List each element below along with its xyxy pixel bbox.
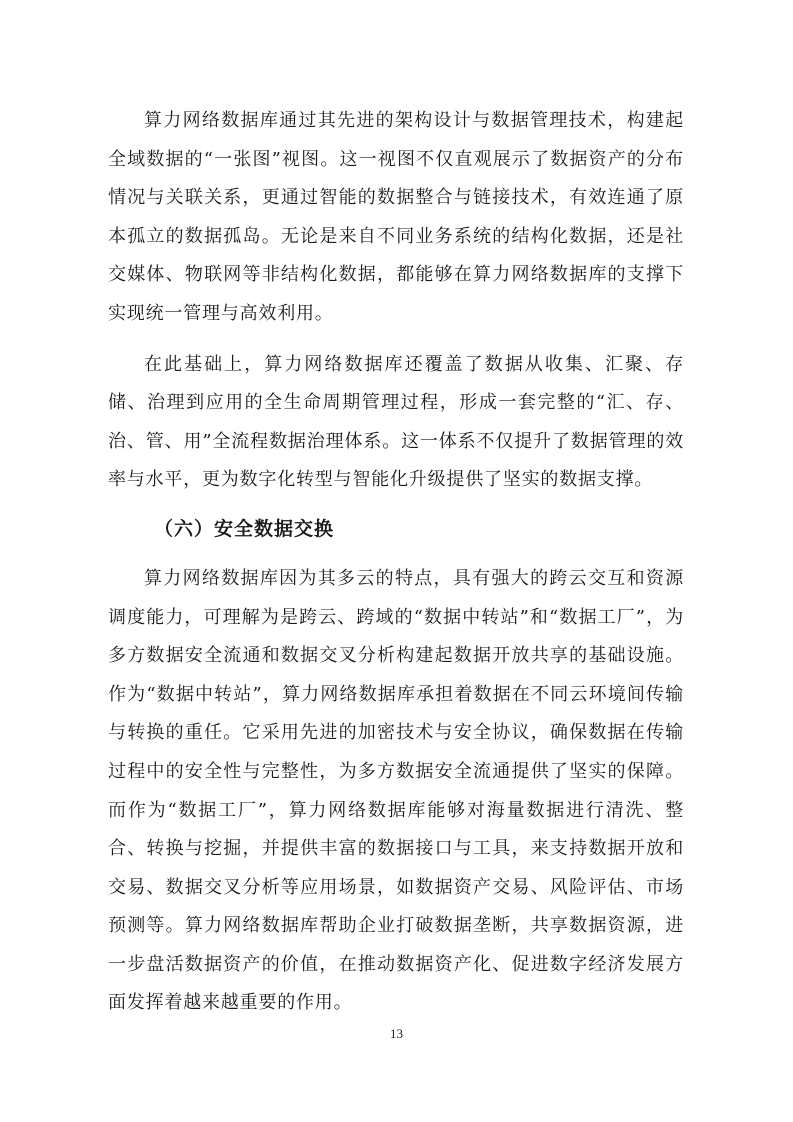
section-heading: （六）安全数据交换 bbox=[154, 517, 335, 540]
paragraph-data-map: 算力网络数据库通过其先进的架构设计与数据管理技术，构建起全域数据的“一张图”视图。这一视图不仅直观展示了数据资产的分布情况与关联关系，更通过智能的数据整合与链接技术，有效连通了原本孤立的数据孤岛。无论是来自不同业务系统的结构化数据，还是社交媒体、物联网等非结构化数据，都能够在算力网络数据库的支撑下实现统一管理与高效利用。 bbox=[108, 110, 684, 324]
document-page bbox=[108, 102, 684, 1023]
paragraph-data-governance: 在此基础上，算力网络数据库还覆盖了数据从收集、汇聚、存储、治理到应用的全生命周期管理过程，形成一套完整的“汇、存、治、管、用”全流程数据治理体系。这一体系不仅提升了数据管理的效率与水平，更为数字化转型与智能化升级提供了坚实的数据支撑。 bbox=[108, 353, 684, 491]
page-number: 13 bbox=[390, 1026, 403, 1041]
paragraph-secure-exchange: 算力网络数据库因为其多云的特点，具有强大的跨云交互和资源调度能力，可理解为是跨云、跨域的“数据中转站”和“数据工厂”，为多方数据安全流通和数据交叉分析构建起数据开放共享的基础设施。作为“数据中转站”，算力网络数据库承担着数据在不同云环境间传输与转换的重任。它采用先进的加密技术与安全协议，确保数据在传输过程中的安全性与完整性，为多方数据安全流通提供了坚实的保障。而作为“数据工厂”，算力网络数据库能够对海量数据进行清洗、整合、转换与挖掘，并提供丰富的数据接口与工具，来支持数据开放和交易、数据交叉分析等应用场景，如数据资产交易、风险评估、市场预测等。算力网络数据库帮助企业打破数据垄断，共享数据资源，进一步盘活数据资产的价值，在推动数据资产化、促进数字经济发展方面发挥着越来越重要的作用。 bbox=[108, 567, 684, 1014]
